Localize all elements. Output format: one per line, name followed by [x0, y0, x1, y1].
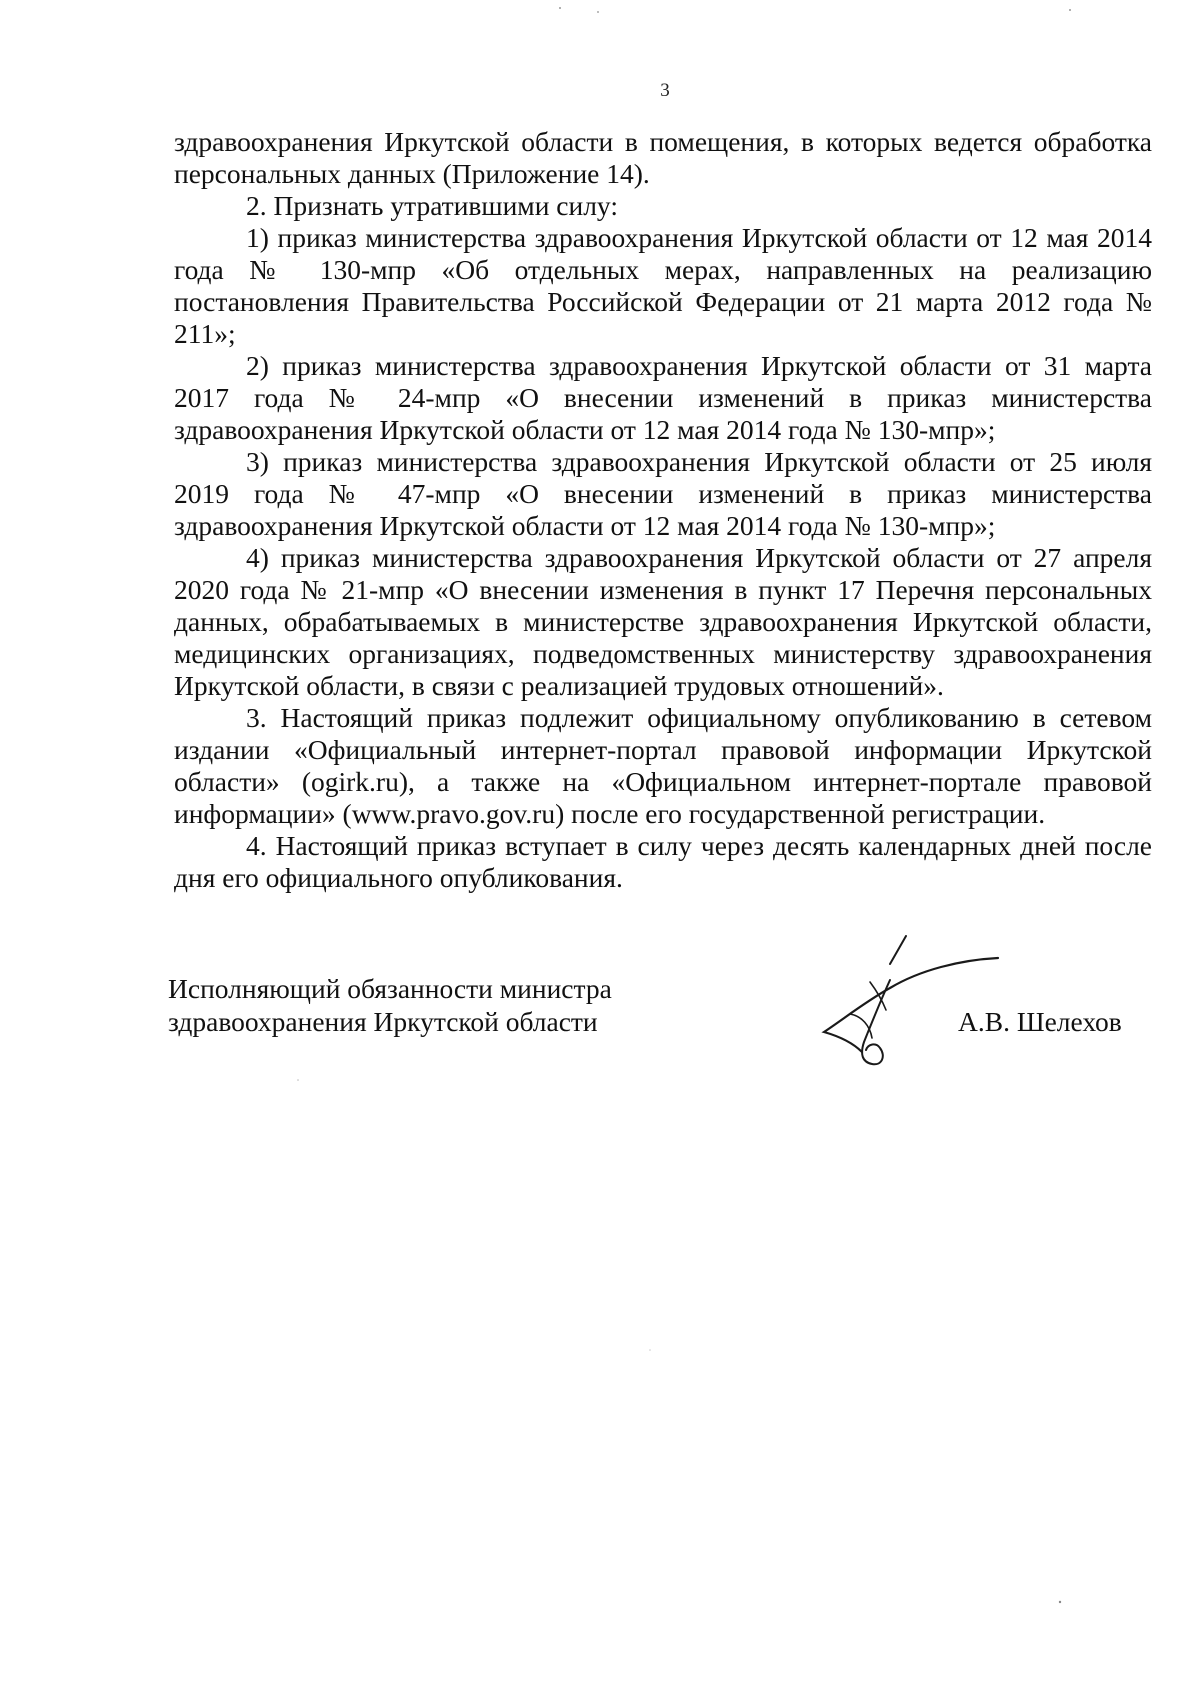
signatory-title [168, 972, 612, 1038]
paragraph-subitem-3: 3) приказ министерства здравоохранения Иркутской области от 25 июля 2019 года № 47-мпр «О внесении изменений в приказ министерства здравоохранения Иркутской области от 12 мая 2014 года № 130-мпр»; [174, 446, 1152, 541]
paragraph-item-2: 2. Признать утратившими силу: [246, 190, 618, 221]
signatory-title-line-2: здравоохранения Иркутской области [168, 1006, 598, 1037]
handwritten-signature [810, 930, 1010, 1070]
signatory-title-line-1: Исполняющий обязанности министра [168, 973, 612, 1004]
paragraph-subitem-4: 4) приказ министерства здравоохранения Иркутской области от 27 апреля 2020 года № 21-мпр «О внесении изменения в пункт 17 Перечня персональных данных, обрабатываемых в министерстве здравоохранения Иркутской области, медицинских организациях, подведомственных министерству здравоохранения Иркутской области, в связи с реализацией трудовых отношений». [174, 542, 1152, 701]
paragraph-subitem-2: 2) приказ министерства здравоохранения Иркутской области от 31 марта 2017 года № 24-мпр «О внесении изменений в приказ министерства здравоохранения Иркутской области от 12 мая 2014 года № 130-мпр»; [174, 350, 1152, 445]
paragraph-continuation: здравоохранения Иркутской области в помещения, в которых ведется обработка персональных данных (Приложение 14). [174, 126, 1152, 189]
document-body [174, 126, 1152, 894]
paragraph-item-4: 4. Настоящий приказ вступает в силу через десять календарных дней после дня его официального опубликования. [174, 830, 1152, 893]
page-number: 3 [660, 80, 670, 101]
paragraph-subitem-1: 1) приказ министерства здравоохранения Иркутской области от 12 мая 2014 года № 130-мпр «Об отдельных мерах, направленных на реализацию постановления Правительства Российской Федерации от 21 марта 2012 года № 211»; [174, 222, 1152, 349]
signer-name: А.В. Шелехов [958, 1006, 1122, 1037]
paragraph-item-3: 3. Настоящий приказ подлежит официальному опубликованию в сетевом издании «Официальный интернет-портал правовой информации Иркутской области» (ogirk.ru), а также на «Официальном интернет-портале правовой информации» (www.pravo.gov.ru) после его государственной регистрации. [174, 702, 1152, 829]
